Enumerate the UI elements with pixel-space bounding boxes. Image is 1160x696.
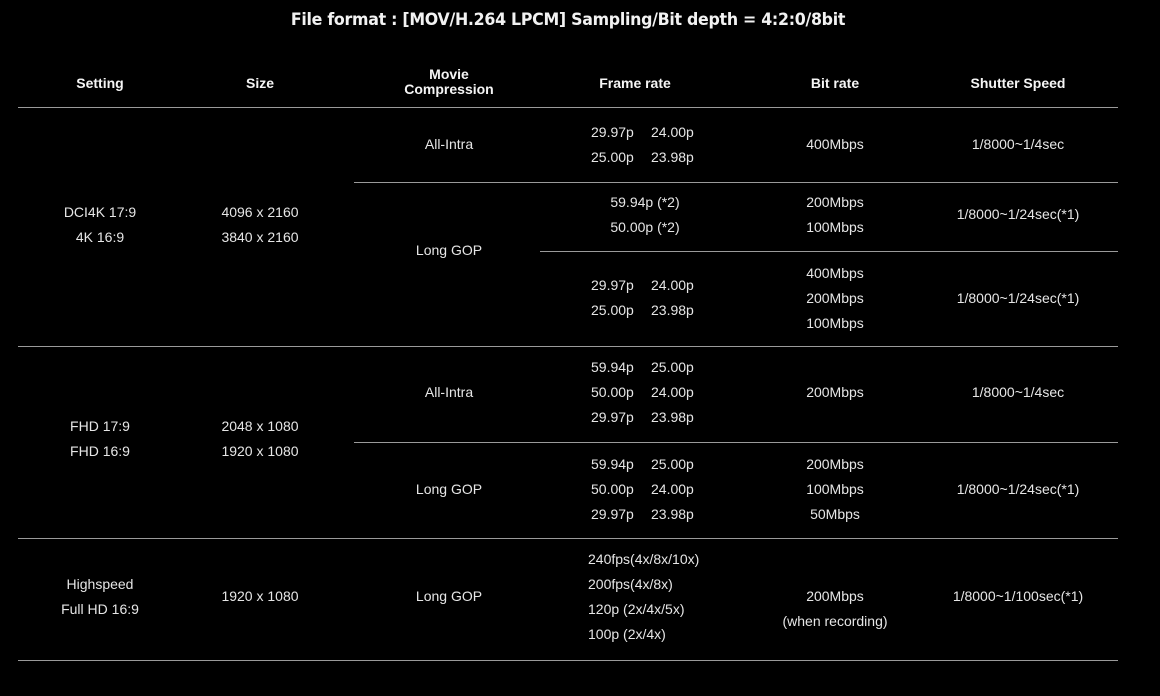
- frame-rate-value: 24.00p: [651, 384, 694, 400]
- bit-rate-cell: 200Mbps: [806, 384, 864, 400]
- frame-rate-cell: [591, 452, 711, 527]
- frame-rate-cell: [591, 273, 711, 323]
- setting-label: Highspeed: [66, 576, 134, 592]
- frame-rate-cell: [570, 190, 720, 240]
- setting-cell: [40, 200, 160, 250]
- header-compression: [389, 67, 509, 97]
- frame-rate-cell: [591, 355, 711, 430]
- frame-rate-value: 25.00p: [651, 456, 694, 472]
- bit-rate-cell: [770, 452, 900, 527]
- bit-rate-value: 400Mbps: [806, 265, 864, 281]
- size-cell: [200, 414, 320, 464]
- divider-group-4k: [18, 346, 1118, 347]
- frame-rate-value: 23.98p: [651, 302, 694, 318]
- size-label: 1920 x 1080: [221, 443, 299, 459]
- bit-rate-value: 100Mbps: [806, 219, 864, 235]
- frame-rate-value: 29.97p: [591, 409, 634, 425]
- compression-cell: All-Intra: [424, 384, 474, 400]
- bit-rate-value: 50Mbps: [810, 506, 860, 522]
- header-bit-rate: Bit rate: [810, 75, 860, 91]
- frame-rate-value: 200fps(4x/8x): [588, 576, 673, 592]
- bit-rate-value: 200Mbps: [806, 588, 864, 604]
- frame-rate-value: 23.98p: [651, 409, 694, 425]
- bit-rate-cell: 400Mbps: [806, 136, 864, 152]
- header-frame-rate: Frame rate: [599, 75, 671, 91]
- setting-cell: [40, 414, 160, 464]
- size-label: 2048 x 1080: [221, 418, 299, 434]
- frame-rate-cell: [591, 120, 711, 170]
- compression-cell: Long GOP: [415, 242, 483, 258]
- shutter-cell: 1/8000~1/100sec(*1): [952, 588, 1084, 604]
- bit-rate-value: 200Mbps: [806, 290, 864, 306]
- shutter-cell: 1/8000~1/24sec(*1): [956, 481, 1080, 497]
- shutter-cell: 1/8000~1/4sec: [971, 136, 1065, 152]
- divider-bottom: [18, 660, 1118, 661]
- frame-rate-value: 23.98p: [651, 506, 694, 522]
- frame-rate-value: 240fps(4x/8x/10x): [588, 551, 700, 567]
- bit-rate-value: 100Mbps: [806, 315, 864, 331]
- bit-rate-cell: [760, 584, 910, 634]
- divider-4k-allintra: [354, 182, 1118, 183]
- frame-rate-value: 59.94p: [591, 456, 634, 472]
- compression-cell: Long GOP: [415, 588, 483, 604]
- header-compression-line2: Compression: [404, 81, 494, 97]
- frame-rate-value: 100p (2x/4x): [588, 626, 666, 642]
- setting-label: DCI4K 17:9: [63, 204, 137, 220]
- compression-cell: All-Intra: [424, 136, 474, 152]
- setting-label: Full HD 16:9: [61, 601, 139, 617]
- size-cell: [200, 200, 320, 250]
- page-title: File format : [MOV/H.264 LPCM] Sampling/Bit depth = 4:2:0/8bit: [290, 10, 846, 30]
- header-size: Size: [245, 75, 274, 91]
- frame-rate-value: 25.00p: [591, 302, 634, 318]
- bit-rate-value: 200Mbps: [806, 456, 864, 472]
- header-setting: Setting: [76, 75, 124, 91]
- bit-rate-value: 100Mbps: [806, 481, 864, 497]
- frame-rate-value: 29.97p: [591, 277, 634, 293]
- divider-header: [18, 107, 1118, 108]
- header-shutter-speed: Shutter Speed: [970, 75, 1066, 91]
- frame-rate-value: 59.94p: [591, 359, 634, 375]
- frame-rate-value: 25.00p: [591, 149, 634, 165]
- frame-rate-value: 24.00p: [651, 124, 694, 140]
- divider-group-fhd: [18, 538, 1118, 539]
- divider-fhd-allintra: [354, 442, 1118, 443]
- frame-rate-value: 50.00p: [591, 481, 634, 497]
- bit-rate-cell: [770, 190, 900, 240]
- frame-rate-value: 29.97p: [591, 506, 634, 522]
- setting-label: FHD 17:9: [70, 418, 130, 434]
- frame-rate-value: 50.00p: [591, 384, 634, 400]
- frame-rate-value: 29.97p: [591, 124, 634, 140]
- frame-rate-value: 24.00p: [651, 481, 694, 497]
- frame-rate-value: 23.98p: [651, 149, 694, 165]
- frame-rate-value: 59.94p (*2): [610, 194, 680, 210]
- size-label: 3840 x 2160: [221, 229, 299, 245]
- compression-cell: Long GOP: [415, 481, 483, 497]
- shutter-cell: 1/8000~1/24sec(*1): [956, 290, 1080, 306]
- frame-rate-value: 24.00p: [651, 277, 694, 293]
- setting-cell: [40, 572, 160, 622]
- frame-rate-value: 120p (2x/4x/5x): [588, 601, 685, 617]
- setting-label: 4K 16:9: [75, 229, 125, 245]
- shutter-cell: 1/8000~1/24sec(*1): [956, 206, 1080, 222]
- divider-4k-longgop: [540, 251, 1118, 252]
- bit-rate-value: 200Mbps: [806, 194, 864, 210]
- frame-rate-cell: [588, 547, 699, 647]
- bit-rate-note: (when recording): [782, 613, 888, 629]
- setting-label: FHD 16:9: [70, 443, 130, 459]
- size-label: 4096 x 2160: [221, 204, 299, 220]
- size-cell: 1920 x 1080: [221, 588, 299, 604]
- header-compression-line1: Movie: [429, 66, 469, 82]
- bit-rate-cell: [770, 261, 900, 336]
- frame-rate-value: 50.00p (*2): [610, 219, 680, 235]
- frame-rate-value: 25.00p: [651, 359, 694, 375]
- shutter-cell: 1/8000~1/4sec: [971, 384, 1065, 400]
